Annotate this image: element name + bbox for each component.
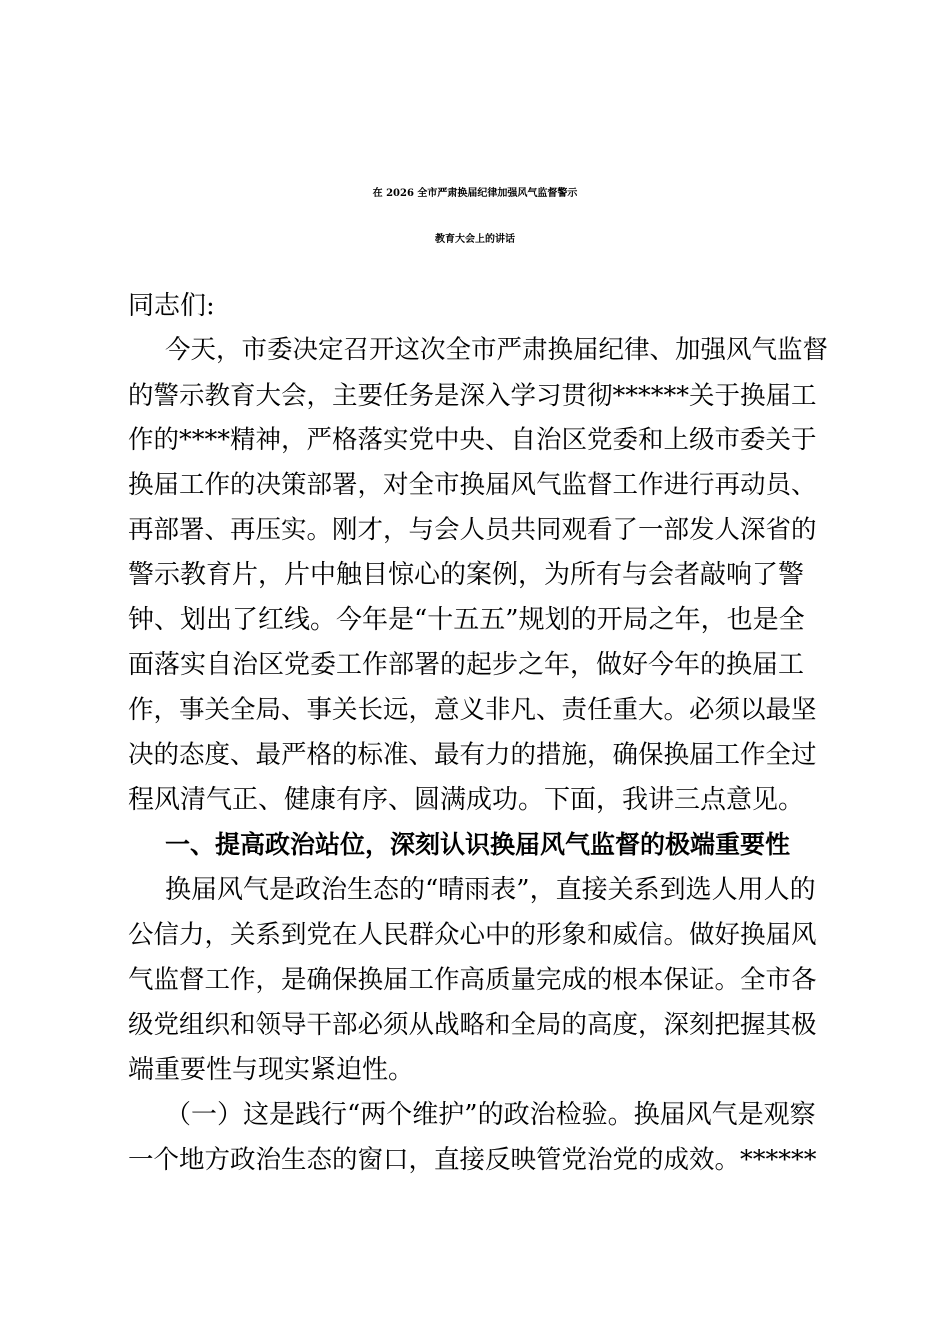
paragraph-line: 换届工作的决策部署，对全市换届风气监督工作进行再动员、 bbox=[128, 470, 817, 500]
paragraph-line: 作的****精神，严格落实党中央、自治区党委和上级市委关于 bbox=[128, 425, 817, 455]
paragraph-line: 决的态度、最严格的标准、最有力的措施，确保换届工作全过 bbox=[128, 740, 817, 770]
paragraph-line: 气监督工作，是确保换届工作高质量完成的根本保证。全市各 bbox=[128, 965, 817, 995]
document-title-line-2: 教育大会上的讲话 bbox=[435, 234, 515, 245]
paragraph-line: 面落实自治区党委工作部署的起步之年，做好今年的换届工 bbox=[128, 650, 805, 680]
subsection-line: （一）这是践行“两个维护”的政治检验。换届风气是观察 bbox=[165, 1100, 816, 1130]
paragraph-line: 作，事关全局、事关长远，意义非凡、责任重大。必须以最坚 bbox=[128, 695, 817, 725]
document-title-line-1: 在 2026 全市严肃换届纪律加强风气监督警示 bbox=[372, 188, 578, 199]
paragraph-line: 的警示教育大会，主要任务是深入学习贯彻******关于换届工 bbox=[128, 381, 817, 411]
paragraph-line: 钟、划出了红线。今年是“十五五”规划的开局之年，也是全 bbox=[128, 605, 805, 635]
section-heading: 一、提高政治站位，深刻认识换届风气监督的极端重要性 bbox=[165, 830, 791, 859]
paragraph-line: 警示教育片，片中触目惊心的案例，为所有与会者敲响了警 bbox=[128, 560, 805, 590]
paragraph-line: 再部署、再压实。刚才，与会人员共同观看了一部发人深省的 bbox=[128, 515, 817, 545]
paragraph-line: 换届风气是政治生态的“晴雨表”，直接关系到选人用人的 bbox=[165, 875, 816, 905]
paragraph-line: 程风清气正、健康有序、圆满成功。下面，我讲三点意见。 bbox=[128, 785, 805, 815]
paragraph-line: 端重要性与现实紧迫性。 bbox=[128, 1055, 415, 1085]
paragraph-line: 今天，市委决定召开这次全市严肃换届纪律、加强风气监督 bbox=[165, 335, 829, 365]
paragraph-line: 级党组织和领导干部必须从战略和全局的高度，深刻把握其极 bbox=[128, 1010, 817, 1040]
salutation: 同志们: bbox=[128, 291, 215, 321]
subsection-line: 一个地方政治生态的窗口，直接反映管党治党的成效。****** bbox=[128, 1145, 817, 1175]
paragraph-line: 公信力，关系到党在人民群众心中的形象和威信。做好换届风 bbox=[128, 920, 817, 950]
